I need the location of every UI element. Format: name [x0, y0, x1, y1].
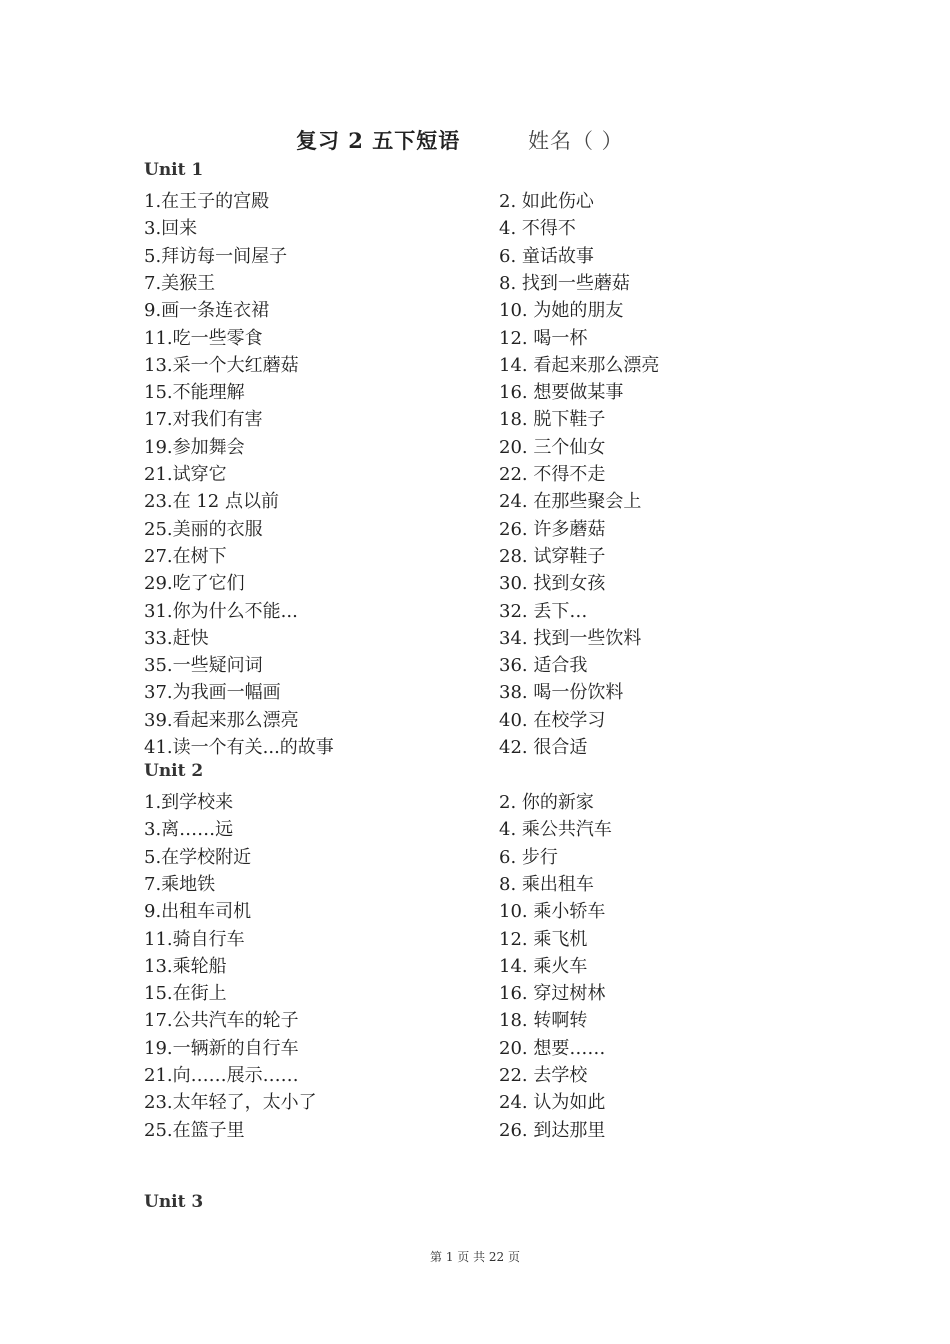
phrase-right: 20. 三个仙女	[499, 436, 606, 458]
phrase-row	[0, 843, 950, 870]
phrase-row	[0, 1006, 950, 1033]
phrase-right: 6. 步行	[499, 846, 558, 868]
phrase-right: 14. 看起来那么漂亮	[499, 354, 660, 376]
phrase-left: 37.为我画一幅画	[144, 682, 281, 704]
phrase-right: 8. 找到一些蘑菇	[499, 272, 630, 294]
phrase-right: 42. 很合适	[499, 737, 588, 758]
document-title	[0, 125, 950, 157]
phrase-left: 7.美猴王	[144, 272, 216, 294]
phrase-left: 9.画一条连衣裙	[144, 300, 270, 322]
phrase-row	[0, 678, 950, 705]
phrase-left: 11.骑自行车	[144, 928, 245, 950]
page-footer: 第 1 页 共 22 页	[430, 1250, 520, 1264]
phrase-row	[0, 542, 950, 569]
phrase-left: 1.到学校来	[144, 792, 234, 813]
phrase-left: 39.看起来那么漂亮	[144, 709, 299, 731]
phrase-left: 15.在街上	[144, 983, 227, 1005]
phrase-row	[0, 378, 950, 405]
name-field: 姓名（ ）	[528, 129, 624, 153]
phrase-left: 21.试穿它	[144, 464, 227, 485]
phrase-left: 31.你为什么不能...	[144, 600, 298, 622]
phrase-left: 33.赶快	[144, 627, 209, 649]
phrase-row	[0, 952, 950, 979]
phrase-row	[0, 815, 950, 842]
phrase-left: 19.一辆新的自行车	[144, 1037, 299, 1059]
phrase-row	[0, 1034, 950, 1061]
phrase-row	[0, 433, 950, 460]
phrase-row	[0, 1116, 950, 1143]
phrase-right: 26. 许多蘑菇	[499, 518, 606, 540]
phrase-right: 12. 喝一杯	[499, 327, 588, 349]
phrase-row	[0, 925, 950, 952]
phrase-row	[0, 569, 950, 596]
phrase-right: 22. 不得不走	[499, 464, 606, 485]
phrase-left: 9.出租车司机	[144, 901, 252, 923]
phrase-row	[0, 597, 950, 624]
phrase-row	[0, 296, 950, 323]
phrase-right: 22. 去学校	[499, 1065, 588, 1086]
phrase-left: 19.参加舞会	[144, 436, 245, 458]
phrase-row	[0, 979, 950, 1006]
title-main: 复习 2 五下短语	[296, 128, 461, 153]
phrase-right: 24. 在那些聚会上	[499, 491, 642, 513]
phrase-right: 10. 乘小轿车	[499, 901, 606, 923]
phrase-right: 2. 如此伤心	[499, 191, 594, 212]
phrase-right: 28. 试穿鞋子	[499, 545, 606, 567]
phrase-row	[0, 624, 950, 651]
phrase-row	[0, 733, 950, 760]
phrase-row	[0, 1061, 950, 1088]
unit-heading: Unit 3	[144, 1192, 204, 1212]
phrase-left: 35.一些疑问词	[144, 655, 263, 677]
phrase-left: 15.不能理解	[144, 382, 245, 404]
phrase-row	[0, 897, 950, 924]
phrase-left: 41.读一个有关...的故事	[144, 737, 334, 758]
phrase-left: 5.在学校附近	[144, 846, 252, 868]
phrase-left: 17.对我们有害	[144, 409, 263, 431]
phrase-right: 14. 乘火车	[499, 955, 588, 977]
phrase-right: 4. 乘公共汽车	[499, 819, 612, 841]
phrase-left: 3.回来	[144, 218, 198, 240]
phrase-row	[0, 460, 950, 487]
phrase-right: 32. 丢下…	[499, 600, 588, 622]
phrase-row	[0, 706, 950, 733]
unit-heading: Unit 2	[144, 761, 204, 781]
phrase-right: 18. 转啊转	[499, 1010, 588, 1032]
phrase-row	[0, 870, 950, 897]
phrase-right: 34. 找到一些饮料	[499, 627, 642, 649]
unit-heading: Unit 1	[144, 160, 204, 180]
phrase-right: 12. 乘飞机	[499, 928, 588, 950]
phrase-left: 11.吃一些零食	[144, 327, 263, 349]
phrase-row	[0, 651, 950, 678]
phrase-right: 8. 乘出租车	[499, 873, 594, 895]
phrase-right: 16. 穿过树林	[499, 983, 606, 1005]
phrase-right: 10. 为她的朋友	[499, 300, 624, 322]
phrase-right: 16. 想要做某事	[499, 382, 624, 404]
phrase-right: 4. 不得不	[499, 218, 576, 240]
phrase-right: 6. 童话故事	[499, 245, 594, 267]
phrase-row	[0, 351, 950, 378]
phrase-left: 23.在 12 点以前	[144, 491, 279, 513]
phrase-left: 17.公共汽车的轮子	[144, 1010, 299, 1032]
phrase-left: 3.离……远	[144, 819, 234, 841]
phrase-left: 25.美丽的衣服	[144, 518, 263, 540]
phrase-row	[0, 242, 950, 269]
phrase-right: 24. 认为如此	[499, 1092, 606, 1114]
phrase-row	[0, 405, 950, 432]
phrase-right: 2. 你的新家	[499, 792, 594, 813]
phrase-row	[0, 324, 950, 351]
phrase-right: 18. 脱下鞋子	[499, 409, 606, 431]
phrase-row	[0, 515, 950, 542]
phrase-left: 27.在树下	[144, 545, 227, 567]
phrase-row	[0, 187, 950, 214]
phrase-right: 26. 到达那里	[499, 1119, 606, 1141]
phrase-left: 1.在王子的宫殿	[144, 191, 270, 212]
phrase-right: 36. 适合我	[499, 655, 588, 677]
phrase-left: 29.吃了它们	[144, 573, 245, 595]
phrase-left: 7.乘地铁	[144, 873, 216, 895]
phrase-row	[0, 1088, 950, 1115]
phrase-left: 13.采一个大红蘑菇	[144, 354, 299, 376]
phrase-right: 30. 找到女孩	[499, 573, 606, 595]
phrase-left: 13.乘轮船	[144, 955, 227, 977]
phrase-right: 40. 在校学习	[499, 709, 606, 731]
phrase-row	[0, 269, 950, 296]
phrase-row	[0, 214, 950, 241]
phrase-row	[0, 788, 950, 815]
phrase-row	[0, 487, 950, 514]
phrase-left: 23.太年轻了，太小了	[144, 1092, 317, 1114]
phrase-left: 21.向……展示……	[144, 1065, 299, 1086]
phrase-right: 20. 想要……	[499, 1037, 606, 1059]
phrase-left: 25.在篮子里	[144, 1119, 245, 1141]
phrase-left: 5.拜访每一间屋子	[144, 245, 288, 267]
phrase-right: 38. 喝一份饮料	[499, 682, 624, 704]
